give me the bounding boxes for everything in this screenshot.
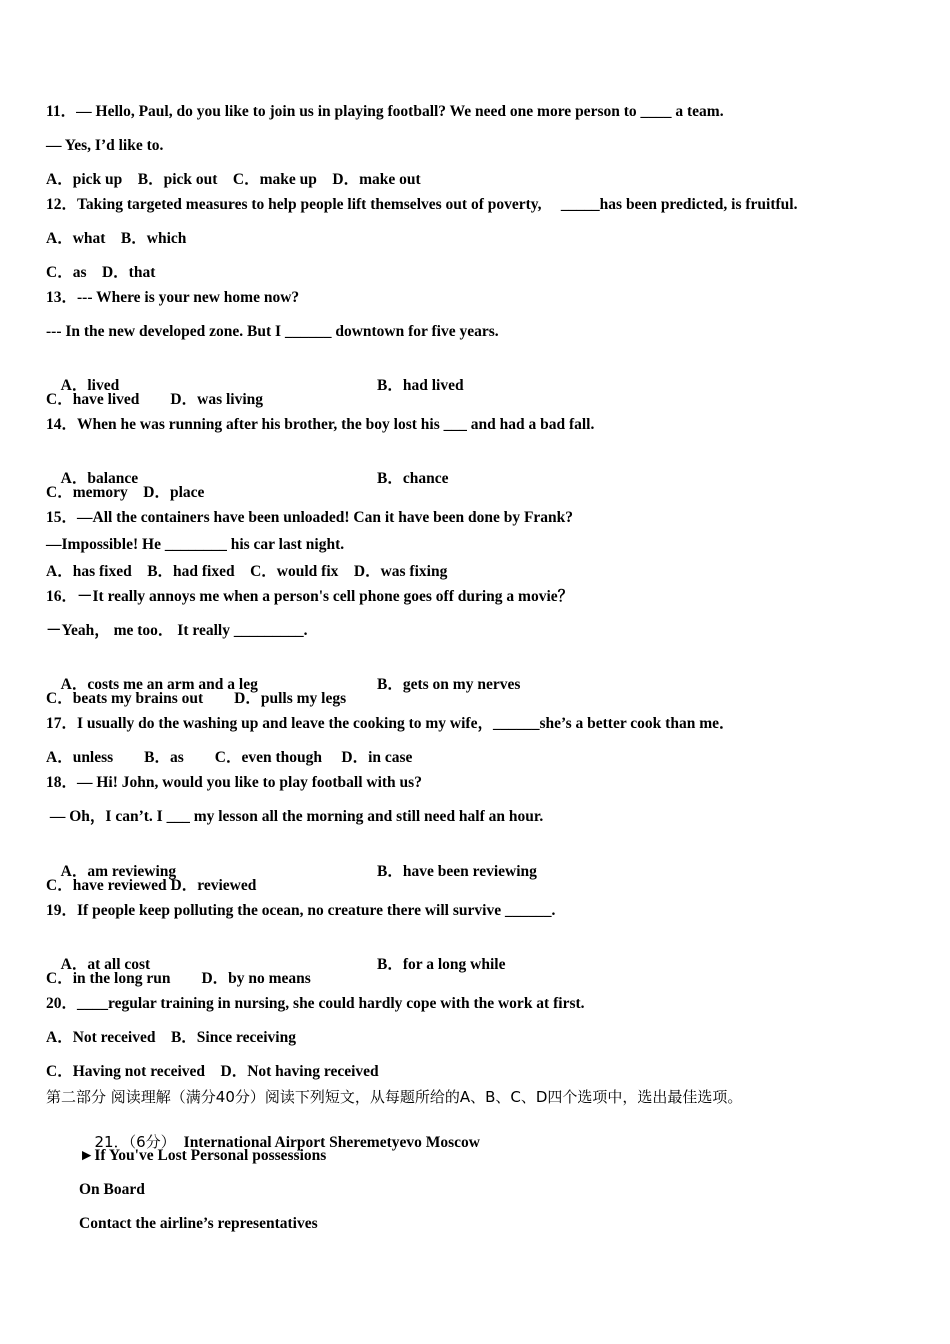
q13-reply: --- In the new developed zone. But I ______ downtown for five years.	[46, 323, 499, 340]
q21-line3: Contact the airline’s representatives	[79, 1215, 318, 1232]
q18-options-row2: C．have reviewed D．reviewed	[46, 877, 257, 894]
q16-option-a: A．costs me an arm and a leg	[60, 676, 258, 693]
q19-option-b: B．for a long while	[377, 956, 506, 973]
q21-number: 21．（6分）	[94, 1133, 169, 1151]
q11-stem: 11．— Hello, Paul, do you like to join us in playing football? We need one more person to ____ a team.	[46, 103, 724, 120]
q18-option-b: B．have been reviewing	[377, 863, 537, 880]
q13-stem: 13．--- Where is your new home now?	[46, 289, 300, 306]
q21-line1: ►If You've Lost Personal possessions	[79, 1147, 327, 1164]
q20-options-row1: A．Not received B．Since receiving	[46, 1029, 296, 1046]
q18-stem: 18．— Hi! John, would you like to play football with us?	[46, 774, 422, 791]
q19-option-a: A．at all cost	[60, 956, 151, 973]
q12-options-row2: C．as D．that	[46, 264, 156, 281]
q15-options: A．has fixed B．had fixed C．would fix D．was fixing	[46, 563, 448, 580]
q11-options: A．pick up B．pick out C．make up D．make out	[46, 171, 421, 188]
q16-option-b: B．gets on my nerves	[377, 676, 521, 693]
q21-title: International Airport Sheremetyevo Moscow	[183, 1134, 480, 1151]
q18-reply: — Oh，I can’t. I ___ my lesson all the morning and still need half an hour.	[46, 808, 544, 825]
q17-options: A．unless B．as C．even though D．in case	[46, 749, 413, 766]
q19-options-row2: C．in the long run D．by no means	[46, 970, 311, 987]
q17-stem: 17．I usually do the washing up and leave the cooking to my wife，______she’s a better cook than me．	[46, 715, 735, 732]
q14-stem: 14．When he was running after his brother, the boy lost his ___ and had a bad fall.	[46, 416, 595, 433]
q15-stem: 15．—All the containers have been unloaded! Can it have been done by Frank?	[46, 509, 574, 526]
q14-option-a: A．balance	[60, 470, 139, 487]
q19-stem: 19．If people keep polluting the ocean, no creature there will survive ______.	[46, 902, 556, 919]
q21-line2: On Board	[79, 1181, 145, 1198]
q18-option-a: A．am reviewing	[60, 863, 177, 880]
q14-option-b: B．chance	[377, 470, 449, 487]
q11-reply: — Yes, I’d like to.	[46, 137, 164, 154]
q20-stem: 20．____regular training in nursing, she could hardly cope with the work at first.	[46, 995, 585, 1012]
q16-options-row2: C．beats my brains out D．pulls my legs	[46, 690, 347, 707]
q12-options-row1: A．what B．which	[46, 230, 187, 247]
q13-option-a: A．lived	[60, 377, 120, 394]
q16-reply: －Yeah， me too． It really _________.	[46, 622, 308, 639]
part2-heading: 第二部分 阅读理解（满分40分）阅读下列短文，从每题所给的A、B、C、D四个选项中，选出最佳选项。	[46, 1088, 743, 1106]
q16-stem: 16．－It really annoys me when a person's cell phone goes off during a movie？	[46, 588, 574, 605]
q14-options-row2: C．memory D．place	[46, 484, 205, 501]
q13-option-b: B．had lived	[377, 377, 464, 394]
q13-options-row2: C．have lived D．was living	[46, 391, 264, 408]
q12-stem: 12．Taking targeted measures to help people lift themselves out of poverty, _____has been predicted, is fruitful.	[46, 196, 798, 213]
q20-options-row2: C．Having not received D．Not having received	[46, 1063, 379, 1080]
q15-reply: —Impossible! He ________ his car last night.	[46, 536, 345, 553]
